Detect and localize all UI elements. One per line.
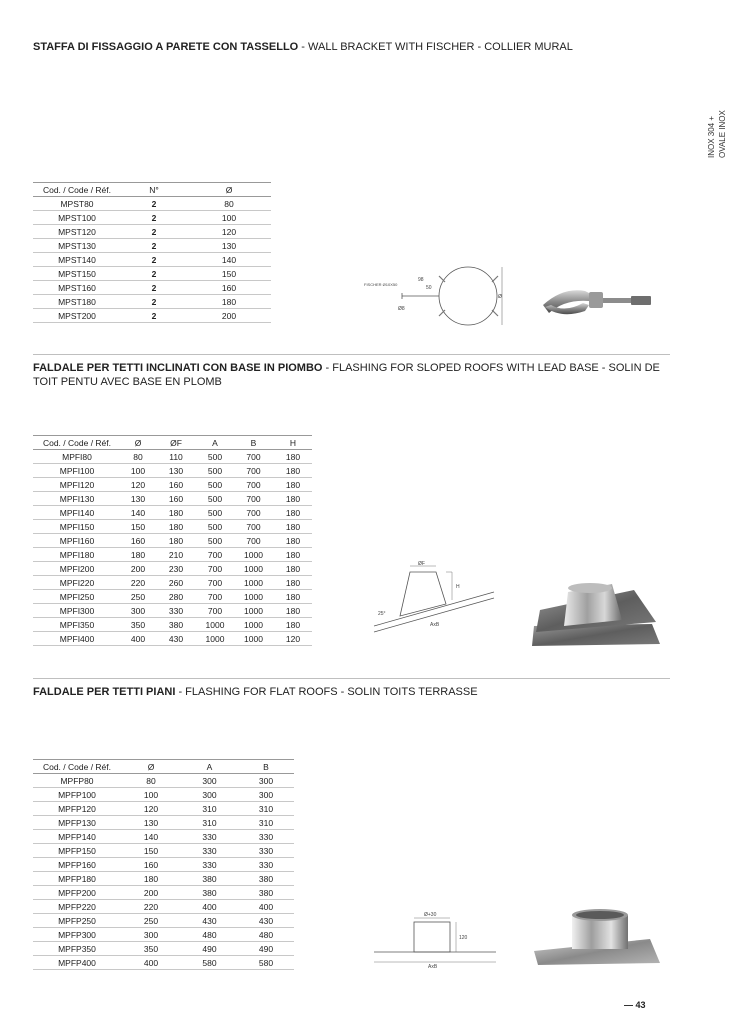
- product-code-cell: MPFP350: [33, 942, 121, 956]
- table-cell: 180: [155, 506, 197, 520]
- table-cell: 300: [121, 604, 155, 618]
- table-cell: 180: [274, 618, 312, 632]
- table-row: [33, 295, 271, 309]
- table-cell: 310: [181, 816, 238, 830]
- h120-label: 120: [459, 935, 468, 941]
- product-code-cell: MPST200: [33, 309, 121, 323]
- table-cell: 180: [155, 520, 197, 534]
- table-cell: 150: [187, 267, 271, 281]
- product-code-cell: MPFP200: [33, 886, 121, 900]
- table-cell: 700: [233, 450, 274, 464]
- table-cell: 330: [238, 858, 294, 872]
- table-row: [33, 492, 312, 506]
- wall-bracket-technical-drawing: [362, 260, 512, 330]
- table-row: [33, 872, 294, 886]
- table-row: [33, 590, 312, 604]
- table-row: [33, 225, 271, 239]
- table-cell: 110: [155, 450, 197, 464]
- table-row: [33, 478, 312, 492]
- section-divider: [33, 354, 670, 355]
- table-cell: 430: [155, 632, 197, 646]
- roof-line: [374, 592, 494, 626]
- product-code-cell: MPST130: [33, 239, 121, 253]
- table-cell: 700: [197, 548, 233, 562]
- table-cell: 180: [274, 604, 312, 618]
- table-cell: 210: [155, 548, 197, 562]
- table-cell: 2: [121, 309, 187, 323]
- table-row: [33, 576, 312, 590]
- table-cell: 80: [121, 774, 181, 788]
- table-cell: 130: [121, 492, 155, 506]
- table-row: [33, 253, 271, 267]
- table-cell: 380: [181, 886, 238, 900]
- table-cell: 2: [121, 225, 187, 239]
- table-cell: 160: [121, 858, 181, 872]
- table-cell: 1000: [233, 590, 274, 604]
- table-cell: 380: [238, 872, 294, 886]
- dim-50-label: 50: [426, 285, 432, 291]
- table-cell: 200: [187, 309, 271, 323]
- table-cell: 500: [197, 520, 233, 534]
- table-cell: 80: [121, 450, 155, 464]
- table-cell: 350: [121, 618, 155, 632]
- table-cell: 130: [155, 464, 197, 478]
- sloped-flashing-table: [33, 435, 312, 646]
- product-code-cell: MPFI220: [33, 576, 121, 590]
- table-cell: 350: [121, 942, 181, 956]
- product-code-cell: MPFP140: [33, 830, 121, 844]
- table-row: [33, 450, 312, 464]
- dim-98-label: 98: [418, 277, 424, 283]
- axb-label: AxB: [428, 964, 438, 970]
- table-row: [33, 632, 312, 646]
- table-cell: 500: [197, 450, 233, 464]
- section-divider: [33, 678, 670, 679]
- product-code-cell: MPFP100: [33, 788, 121, 802]
- section-title-wall-bracket: [33, 40, 573, 54]
- table-cell: 1000: [197, 632, 233, 646]
- table-row: [33, 548, 312, 562]
- table-cell: 500: [197, 506, 233, 520]
- table-cell: 400: [181, 900, 238, 914]
- axb-label: AxB: [430, 622, 440, 628]
- table-cell: 120: [121, 802, 181, 816]
- fischer-label: FISCHER Ø10X50: [364, 282, 398, 287]
- table-cell: 1000: [233, 604, 274, 618]
- table-cell: 700: [233, 534, 274, 548]
- product-code-cell: MPFI200: [33, 562, 121, 576]
- table-cell: 2: [121, 197, 187, 211]
- table-cell: 130: [121, 816, 181, 830]
- table-cell: 400: [121, 632, 155, 646]
- table-cell: 200: [121, 886, 181, 900]
- table-row: [33, 844, 294, 858]
- section-title-bold: FALDALE PER TETTI PIANI: [33, 686, 176, 698]
- column-header: A: [181, 760, 238, 774]
- product-code-cell: MPFP220: [33, 900, 121, 914]
- table-cell: 260: [155, 576, 197, 590]
- table-cell: 120: [274, 632, 312, 646]
- table-row: [33, 956, 294, 970]
- table-row: [33, 886, 294, 900]
- table-cell: 480: [181, 928, 238, 942]
- product-code-cell: MPFP250: [33, 914, 121, 928]
- table-row: [33, 506, 312, 520]
- table-cell: 700: [197, 562, 233, 576]
- table-cell: 180: [274, 576, 312, 590]
- table-cell: 490: [181, 942, 238, 956]
- table-cell: 140: [121, 830, 181, 844]
- table-cell: 300: [238, 788, 294, 802]
- table-cell: 700: [197, 590, 233, 604]
- table-row: [33, 604, 312, 618]
- dim-d8-label: Ø8: [398, 306, 405, 312]
- table-cell: 500: [197, 464, 233, 478]
- table-cell: 180: [155, 534, 197, 548]
- table-cell: 310: [238, 802, 294, 816]
- table-cell: 160: [121, 534, 155, 548]
- table-cell: 230: [155, 562, 197, 576]
- product-code-cell: MPFP300: [33, 928, 121, 942]
- table-cell: 200: [121, 562, 155, 576]
- table-cell: 180: [274, 464, 312, 478]
- product-code-cell: MPFP150: [33, 844, 121, 858]
- table-cell: 400: [121, 956, 181, 970]
- product-code-cell: MPFI150: [33, 520, 121, 534]
- product-code-cell: MPST80: [33, 197, 121, 211]
- table-row: [33, 928, 294, 942]
- column-header: N°: [121, 183, 187, 197]
- flat-flashing-table: [33, 759, 294, 970]
- product-code-cell: MPFP160: [33, 858, 121, 872]
- table-cell: 500: [197, 534, 233, 548]
- table-cell: 400: [238, 900, 294, 914]
- table-cell: 700: [233, 520, 274, 534]
- product-code-cell: MPFI120: [33, 478, 121, 492]
- side-label-line2: OVALE INOX: [718, 110, 727, 158]
- column-header: Ø: [187, 183, 271, 197]
- product-code-cell: MPFI140: [33, 506, 121, 520]
- d30-label: Ø+30: [424, 912, 437, 918]
- column-header: B: [233, 436, 274, 450]
- table-cell: 330: [181, 858, 238, 872]
- table-cell: 1000: [233, 562, 274, 576]
- table-cell: 1000: [233, 618, 274, 632]
- table-cell: 180: [274, 548, 312, 562]
- table-cell: 480: [238, 928, 294, 942]
- table-row: [33, 914, 294, 928]
- product-code-cell: MPFP130: [33, 816, 121, 830]
- table-row: [33, 562, 312, 576]
- column-header: Cod. / Code / Réf.: [33, 183, 121, 197]
- table-cell: 500: [197, 492, 233, 506]
- section-title-flat-flashing: [33, 685, 478, 699]
- table-row: [33, 309, 271, 323]
- table-cell: 180: [274, 492, 312, 506]
- table-cell: 220: [121, 900, 181, 914]
- table-row: [33, 830, 294, 844]
- table-cell: 2: [121, 281, 187, 295]
- product-code-cell: MPFI250: [33, 590, 121, 604]
- table-row: [33, 211, 271, 225]
- section-title-rest: - FLASHING FOR SLOPED ROOFS WITH LEAD BASE - SOLIN DE TOIT PENTU AVEC BASE EN PLOMB: [33, 362, 660, 388]
- table-cell: 380: [155, 618, 197, 632]
- table-cell: 180: [274, 450, 312, 464]
- side-label-line1: INOX 304 +: [707, 115, 716, 158]
- table-cell: 250: [121, 590, 155, 604]
- table-cell: 220: [121, 576, 155, 590]
- table-cell: 300: [181, 774, 238, 788]
- table-cell: 700: [197, 576, 233, 590]
- table-row: [33, 239, 271, 253]
- table-cell: 2: [121, 267, 187, 281]
- flat-flashing-photo: [532, 905, 662, 967]
- product-code-cell: MPFI160: [33, 534, 121, 548]
- table-cell: 180: [274, 506, 312, 520]
- table-cell: 430: [238, 914, 294, 928]
- table-cell: 1000: [233, 548, 274, 562]
- column-header: H: [274, 436, 312, 450]
- column-header: Ø: [121, 760, 181, 774]
- table-header-row: [33, 760, 294, 774]
- table-cell: 700: [233, 478, 274, 492]
- table-header-row: [33, 436, 312, 450]
- table-row: [33, 197, 271, 211]
- table-cell: 700: [233, 506, 274, 520]
- table-row: [33, 464, 312, 478]
- table-cell: 330: [238, 844, 294, 858]
- table-cell: 150: [121, 844, 181, 858]
- table-row: [33, 618, 312, 632]
- column-header: ØF: [155, 436, 197, 450]
- product-code-cell: MPFP400: [33, 956, 121, 970]
- table-cell: 130: [187, 239, 271, 253]
- table-cell: 1000: [233, 632, 274, 646]
- table-cell: 430: [181, 914, 238, 928]
- table-cell: 700: [233, 464, 274, 478]
- table-cell: 160: [187, 281, 271, 295]
- product-code-cell: MPFI400: [33, 632, 121, 646]
- table-cell: 100: [187, 211, 271, 225]
- table-cell: 140: [187, 253, 271, 267]
- product-code-cell: MPST140: [33, 253, 121, 267]
- product-code-cell: MPFI80: [33, 450, 121, 464]
- table-cell: 490: [238, 942, 294, 956]
- table-cell: 330: [181, 830, 238, 844]
- sloped-flashing-technical-drawing: [368, 560, 498, 642]
- product-code-cell: MPST180: [33, 295, 121, 309]
- sloped-flashing-photo: [530, 570, 665, 648]
- table-row: [33, 267, 271, 281]
- product-code-cell: MPFP180: [33, 872, 121, 886]
- table-header-row: [33, 183, 271, 197]
- product-code-cell: MPFI100: [33, 464, 121, 478]
- table-cell: 180: [274, 590, 312, 604]
- table-cell: 100: [121, 464, 155, 478]
- section-title-rest: - WALL BRACKET WITH FISCHER - COLLIER MURAL: [298, 41, 573, 53]
- product-code-cell: MPFP80: [33, 774, 121, 788]
- table-cell: 700: [197, 604, 233, 618]
- table-cell: 310: [238, 816, 294, 830]
- table-cell: 2: [121, 253, 187, 267]
- table-cell: 100: [121, 788, 181, 802]
- table-cell: 180: [274, 478, 312, 492]
- table-cell: 1000: [197, 618, 233, 632]
- flat-flashing-technical-drawing: [370, 908, 500, 970]
- table-cell: 380: [181, 872, 238, 886]
- product-code-cell: MPFI300: [33, 604, 121, 618]
- table-row: [33, 788, 294, 802]
- table-cell: 80: [187, 197, 271, 211]
- section-title-bold: STAFFA DI FISSAGGIO A PARETE CON TASSELLO: [33, 41, 299, 53]
- h-label: H: [456, 584, 460, 590]
- table-row: [33, 534, 312, 548]
- table-row: [33, 802, 294, 816]
- table-row: [33, 900, 294, 914]
- table-cell: 140: [121, 506, 155, 520]
- table-cell: 150: [121, 520, 155, 534]
- dim-diameter-label: Ø: [498, 294, 502, 300]
- table-cell: 300: [181, 788, 238, 802]
- side-category-label: [707, 100, 735, 160]
- column-header: B: [238, 760, 294, 774]
- table-row: [33, 774, 294, 788]
- table-cell: 1000: [233, 576, 274, 590]
- table-cell: 160: [155, 492, 197, 506]
- table-cell: 120: [121, 478, 155, 492]
- table-cell: 2: [121, 295, 187, 309]
- page-number: — 43: [624, 1000, 646, 1010]
- section-title-bold: FALDALE PER TETTI INCLINATI CON BASE IN PIOMBO: [33, 362, 323, 374]
- column-header: Cod. / Code / Réf.: [33, 760, 121, 774]
- table-cell: 160: [155, 478, 197, 492]
- product-code-cell: MPFP120: [33, 802, 121, 816]
- cone-outline: [400, 572, 446, 616]
- table-cell: 580: [181, 956, 238, 970]
- table-cell: 180: [274, 534, 312, 548]
- table-cell: 380: [238, 886, 294, 900]
- section-title-rest: - FLASHING FOR FLAT ROOFS - SOLIN TOITS TERRASSE: [175, 686, 478, 698]
- chimney-outline: [414, 922, 450, 952]
- table-cell: 580: [238, 956, 294, 970]
- angle-label: 25°: [378, 611, 386, 617]
- column-header: Cod. / Code / Réf.: [33, 436, 121, 450]
- table-cell: 180: [121, 872, 181, 886]
- table-cell: 280: [155, 590, 197, 604]
- df-label: ØF: [418, 561, 425, 567]
- bracket-circle: [439, 267, 497, 325]
- table-cell: 300: [121, 928, 181, 942]
- table-cell: 310: [181, 802, 238, 816]
- table-cell: 700: [233, 492, 274, 506]
- table-row: [33, 942, 294, 956]
- product-code-cell: MPFI130: [33, 492, 121, 506]
- table-cell: 120: [187, 225, 271, 239]
- wall-bracket-photo: [535, 283, 660, 323]
- table-cell: 250: [121, 914, 181, 928]
- product-code-cell: MPFI350: [33, 618, 121, 632]
- table-cell: 2: [121, 211, 187, 225]
- table-row: [33, 858, 294, 872]
- table-row: [33, 520, 312, 534]
- table-cell: 180: [274, 520, 312, 534]
- column-header: Ø: [121, 436, 155, 450]
- wall-bracket-table: [33, 182, 271, 323]
- table-cell: 330: [155, 604, 197, 618]
- table-cell: 330: [238, 830, 294, 844]
- product-code-cell: MPST160: [33, 281, 121, 295]
- product-code-cell: MPST100: [33, 211, 121, 225]
- table-cell: 2: [121, 239, 187, 253]
- column-header: A: [197, 436, 233, 450]
- table-row: [33, 816, 294, 830]
- table-cell: 300: [238, 774, 294, 788]
- product-code-cell: MPFI180: [33, 548, 121, 562]
- table-cell: 180: [121, 548, 155, 562]
- product-code-cell: MPST150: [33, 267, 121, 281]
- table-cell: 330: [181, 844, 238, 858]
- table-cell: 500: [197, 478, 233, 492]
- product-code-cell: MPST120: [33, 225, 121, 239]
- section-title-sloped-flashing: [33, 361, 673, 389]
- table-cell: 180: [187, 295, 271, 309]
- table-row: [33, 281, 271, 295]
- table-cell: 180: [274, 562, 312, 576]
